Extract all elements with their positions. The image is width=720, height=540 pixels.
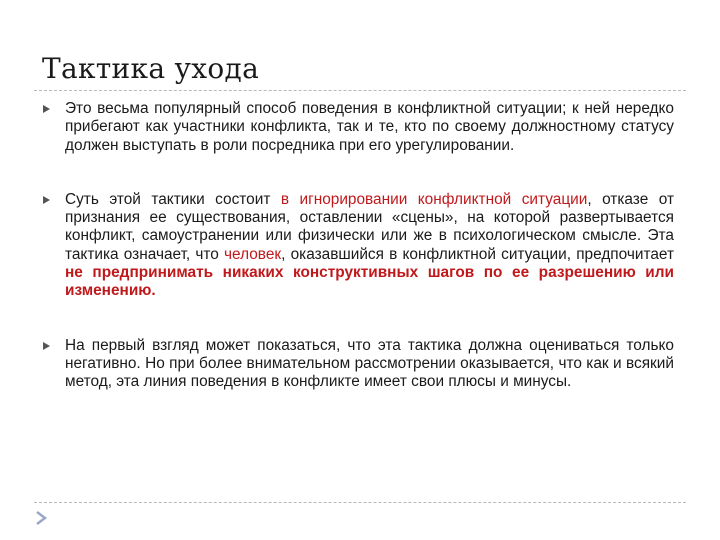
bullet-text [65,100,674,155]
title-divider [34,90,686,91]
triangle-right-icon [43,196,50,204]
highlight-text: человек [224,245,282,263]
bullet-text-segment: Суть этой тактики состоит [65,190,281,208]
slide-title: Тактика ухода [42,52,260,85]
bullet-text-segment: , оказавшийся в конфликтной ситуации, предпочитает [281,245,675,263]
bullet-text [65,337,674,392]
bullet-text-segment: Это весьма популярный способ поведения в конфликтной ситуации; к ней нередко прибегают как участники конфликта, так и те, кто по своему должностному статусу должен выступать в роли посредника при его урегулировании. [65,100,674,154]
bullet-text [65,191,674,301]
bullet-list [40,100,674,392]
highlight-text: в игнорировании конфликтной ситуации [280,190,588,208]
triangle-right-icon [43,105,50,113]
bullet-item [40,191,674,301]
highlight-text-bold: не предпринимать никаких конструктивных шагов по ее разрешению или изменению. [65,264,674,300]
triangle-right-icon [43,342,50,350]
footer-divider [34,502,686,503]
chevron-decoration-icon [34,508,54,528]
bullet-text-segment: , отказе от признания ее существования, оставлении «сцены», на которой развертывается конфликт, самоустранении или физически или же в психологическом смысле. Эта тактика означает, что [65,190,674,263]
bullet-item [40,100,674,155]
bullet-item [40,337,674,392]
bullet-text-segment: На первый взгляд может показаться, что эта тактика должна оцениваться только негативно. Но при более внимательном рассмотрении оказывается, что как и всякий метод, эта линия поведения в конфликте имеет свои плюсы и минусы. [65,336,674,391]
